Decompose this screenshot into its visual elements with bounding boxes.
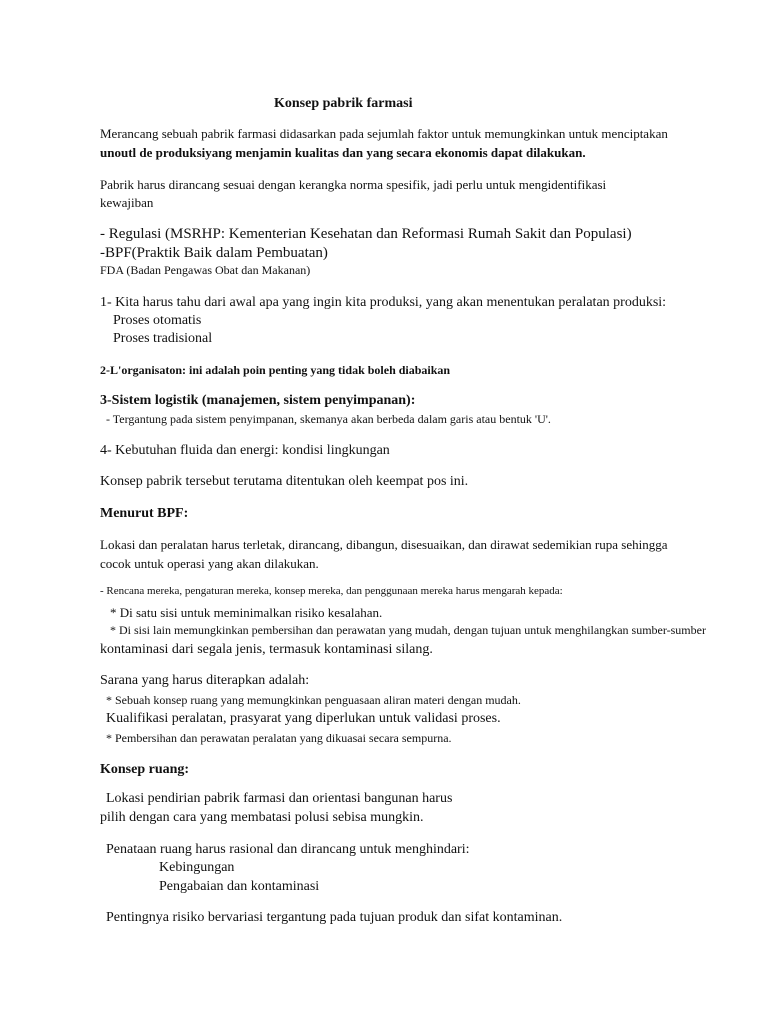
- ruang-line-4: Pentingnya risiko bervariasi tergantung pada tujuan produk dan sifat kontaminan.: [106, 910, 563, 925]
- bpf-line: -BPF(Praktik Baik dalam Pembuatan): [100, 245, 328, 261]
- point-3: 3-Sistem logistik (manajemen, sistem penyimpanan):: [100, 393, 416, 408]
- page-title: Konsep pabrik farmasi: [274, 96, 413, 111]
- ruang-heading: Konsep ruang:: [100, 762, 190, 777]
- intro-line-1: Merancang sebuah pabrik farmasi didasarkan pada sejumlah faktor untuk memungkinkan untuk menciptakan: [100, 126, 668, 141]
- fda-line: FDA (Badan Pengawas Obat dan Makanan): [100, 263, 311, 277]
- point-1: 1- Kita harus tahu dari awal apa yang ingin kita produksi, yang akan menentukan peralatan produksi:: [100, 295, 667, 310]
- point-3-sub: - Tergantung pada sistem penyimpanan, skemanya akan berbeda dalam garis atau bentuk 'U'.: [106, 412, 551, 426]
- bpf-bullet-2: * Di sisi lain memungkinkan pembersihan dan perawatan yang mudah, dengan tujuan untuk menghilangkan sumber-sumber: [110, 623, 706, 637]
- bpf-line-1: Lokasi dan peralatan harus terletak, dirancang, dibangun, disesuaikan, dan dirawat sedemikian rupa sehingga: [100, 537, 668, 552]
- ruang-sub-2: Pengabaian dan kontaminasi: [159, 879, 320, 894]
- point-4: 4- Kebutuhan fluida dan energi: kondisi lingkungan: [100, 443, 390, 458]
- sarana-bullet-3: * Pembersihan dan perawatan peralatan yang dikuasai secara sempurna.: [106, 731, 452, 745]
- sarana-heading: Sarana yang harus diterapkan adalah:: [100, 673, 310, 688]
- para2-line-2: kewajiban: [100, 195, 154, 210]
- ruang-line-2: pilih dengan cara yang membatasi polusi sebisa mungkin.: [100, 810, 424, 825]
- para2-line-1: Pabrik harus dirancang sesuai dengan kerangka norma spesifik, jadi perlu untuk mengidentifikasi: [100, 177, 607, 192]
- ruang-line-3: Penataan ruang harus rasional dan dirancang untuk menghindari:: [106, 842, 470, 857]
- bpf-plans: - Rencana mereka, pengaturan mereka, konsep mereka, dan penggunaan mereka harus mengarah kepada:: [100, 585, 563, 597]
- bpf-heading: Menurut BPF:: [100, 506, 189, 521]
- sarana-bullet-1: * Sebuah konsep ruang yang memungkinkan penguasaan aliran materi dengan mudah.: [106, 693, 521, 707]
- conclusion: Konsep pabrik tersebut terutama ditentukan oleh keempat pos ini.: [100, 474, 469, 489]
- ruang-line-1: Lokasi pendirian pabrik farmasi dan orientasi bangunan harus: [106, 791, 453, 806]
- point-2: 2-L'organisaton: ini adalah poin penting yang tidak boleh diabaikan: [100, 363, 451, 377]
- bpf-line-2: cocok untuk operasi yang akan dilakukan.: [100, 556, 319, 571]
- point-1-sub-2: Proses tradisional: [113, 331, 213, 346]
- intro-line-2: unoutl de produksiyang menjamin kualitas dan yang secara ekonomis dapat dilakukan.: [100, 145, 586, 160]
- point-1-sub-1: Proses otomatis: [113, 313, 202, 328]
- ruang-sub-1: Kebingungan: [159, 860, 235, 875]
- sarana-bullet-2: Kualifikasi peralatan, prasyarat yang diperlukan untuk validasi proses.: [106, 711, 501, 726]
- bpf-bullet-2-cont: kontaminasi dari segala jenis, termasuk kontaminasi silang.: [100, 642, 433, 657]
- bpf-bullet-1: * Di satu sisi untuk meminimalkan risiko kesalahan.: [110, 605, 383, 620]
- regulation-line: - Regulasi (MSRHP: Kementerian Kesehatan dan Reformasi Rumah Sakit dan Populasi): [100, 226, 632, 242]
